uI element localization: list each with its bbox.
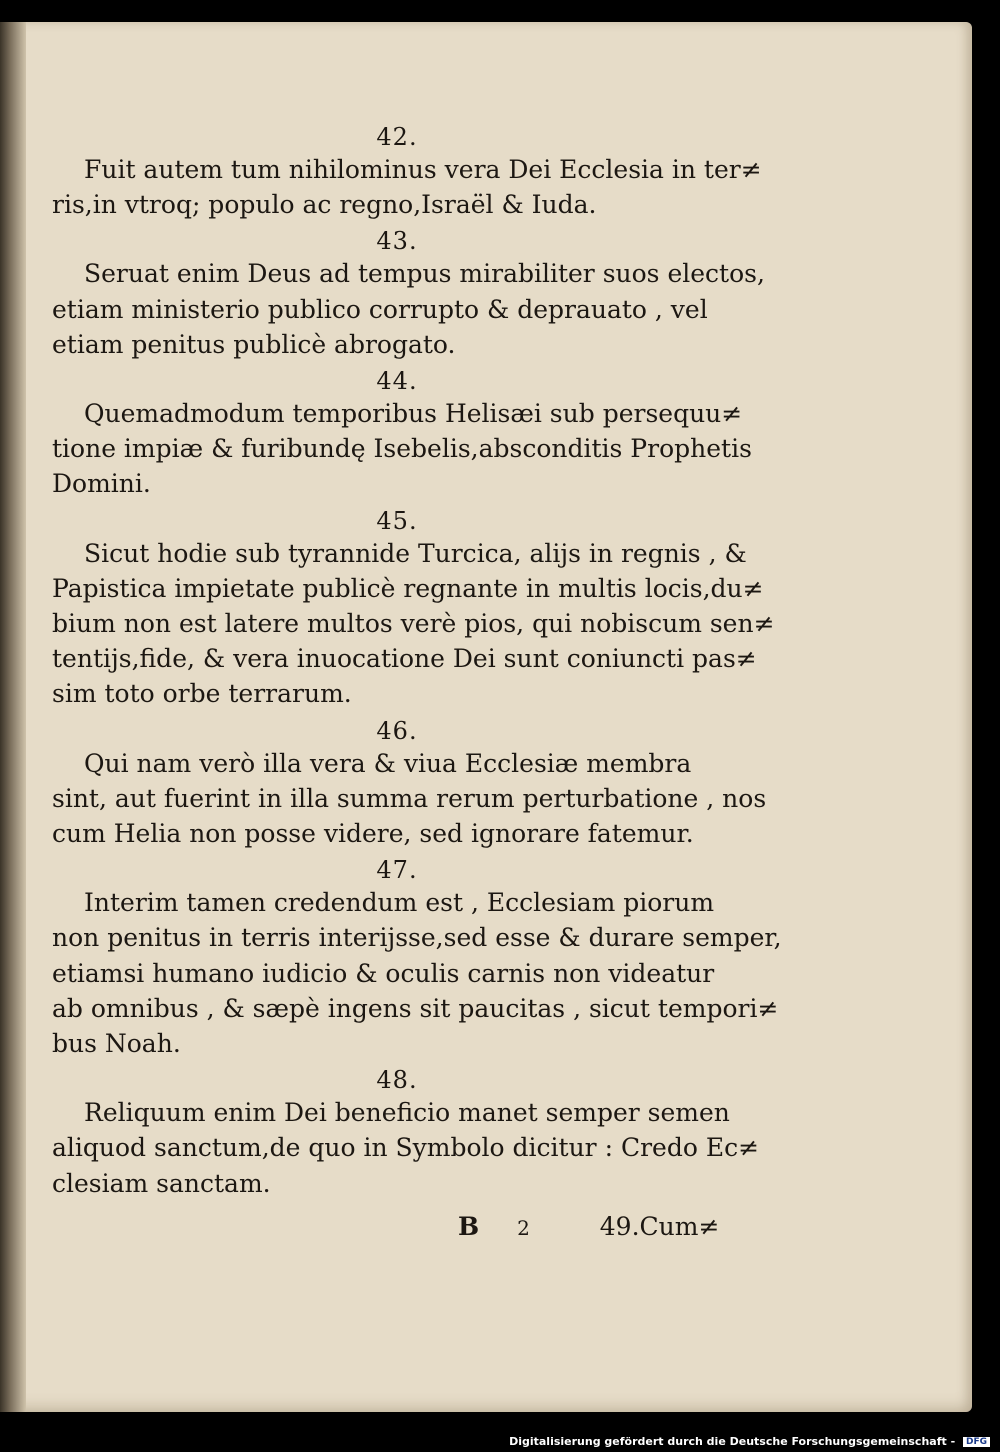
thesis-number: 46. xyxy=(376,716,418,745)
thesis-number: 45. xyxy=(376,506,418,535)
text-line: Interim tamen credendum est , Ecclesiam piorum xyxy=(84,888,715,918)
catchword: 49.Cum≠ xyxy=(599,1212,720,1241)
text-line: etiamsi humano iudicio & oculis carnis non videatur xyxy=(52,958,715,988)
text-line: non penitus in terris interijsse,sed esse & durare semper, xyxy=(52,923,782,953)
thesis-number: 42. xyxy=(376,123,418,151)
thesis-number: 44. xyxy=(376,367,418,396)
thesis-47 xyxy=(52,855,782,1061)
signature-line xyxy=(458,1212,758,1241)
text-line: ab omnibus , & sæpè ingens sit paucitas , sicut tempori≠ xyxy=(52,993,779,1023)
thesis-46 xyxy=(52,716,767,852)
text-line: Domini. xyxy=(52,469,151,499)
page-gutter xyxy=(0,22,26,1412)
text-line: Qui nam verò illa vera & viua Ecclesiæ membra xyxy=(84,748,692,778)
dfg-logo: DFG xyxy=(963,1437,990,1447)
text-line: etiam penitus publicè abrogato. xyxy=(52,329,456,359)
thesis-44 xyxy=(52,366,752,502)
signature-letter: B xyxy=(458,1212,480,1241)
text-line: cum Helia non posse videre, sed ignorare fatemur. xyxy=(52,819,694,849)
text-line: ris,in vtroq; populo ac regno,Israël & Iuda. xyxy=(52,190,597,220)
text-line: Sicut hodie sub tyrannide Turcica, alijs in regnis , & xyxy=(84,538,747,568)
text-line: clesiam sanctam. xyxy=(52,1168,271,1198)
text-line: tione impiæ & furibundę Isebelis,absconditis Prophetis xyxy=(52,434,752,464)
text-line: bium non est latere multos verè pios, qui nobiscum sen≠ xyxy=(52,609,775,639)
thesis-number: 48. xyxy=(376,1066,418,1095)
text-line: aliquod sanctum,de quo in Symbolo dicitur : Credo Ec≠ xyxy=(52,1133,760,1163)
digitization-footer xyxy=(509,1435,990,1448)
text-line: Quemadmodum temporibus Helisæi sub persequu≠ xyxy=(84,399,743,429)
signature-number: 2 xyxy=(517,1216,530,1240)
text-line: etiam ministerio publico corrupto & deprauato , vel xyxy=(52,294,708,324)
thesis-number: 43. xyxy=(376,227,418,256)
text-line: Papistica impietate publicè regnante in multis locis,du≠ xyxy=(52,573,764,603)
thesis-43 xyxy=(52,226,765,362)
footer-text: Digitalisierung gefördert durch die Deutsche Forschungsgemeinschaft - xyxy=(509,1435,956,1448)
text-line: sim toto orbe terrarum. xyxy=(52,679,352,709)
page-text xyxy=(52,118,782,1201)
book-page xyxy=(0,22,972,1412)
text-line: sint, aut fuerint in illa summa rerum perturbatione , nos xyxy=(52,783,767,813)
thesis-number: 47. xyxy=(376,856,418,885)
text-line: Fuit autem tum nihilominus vera Dei Ecclesia in ter≠ xyxy=(84,155,762,184)
text-line: bus Noah. xyxy=(52,1029,181,1059)
text-line: tentijs,fide, & vera inuocatione Dei sunt coniuncti pas≠ xyxy=(52,644,757,674)
thesis-42 xyxy=(52,122,762,222)
text-line: Reliquum enim Dei beneficio manet semper semen xyxy=(84,1098,730,1128)
thesis-48 xyxy=(52,1065,760,1201)
thesis-45 xyxy=(52,506,775,712)
text-line: Seruat enim Deus ad tempus mirabiliter suos electos, xyxy=(84,259,765,289)
